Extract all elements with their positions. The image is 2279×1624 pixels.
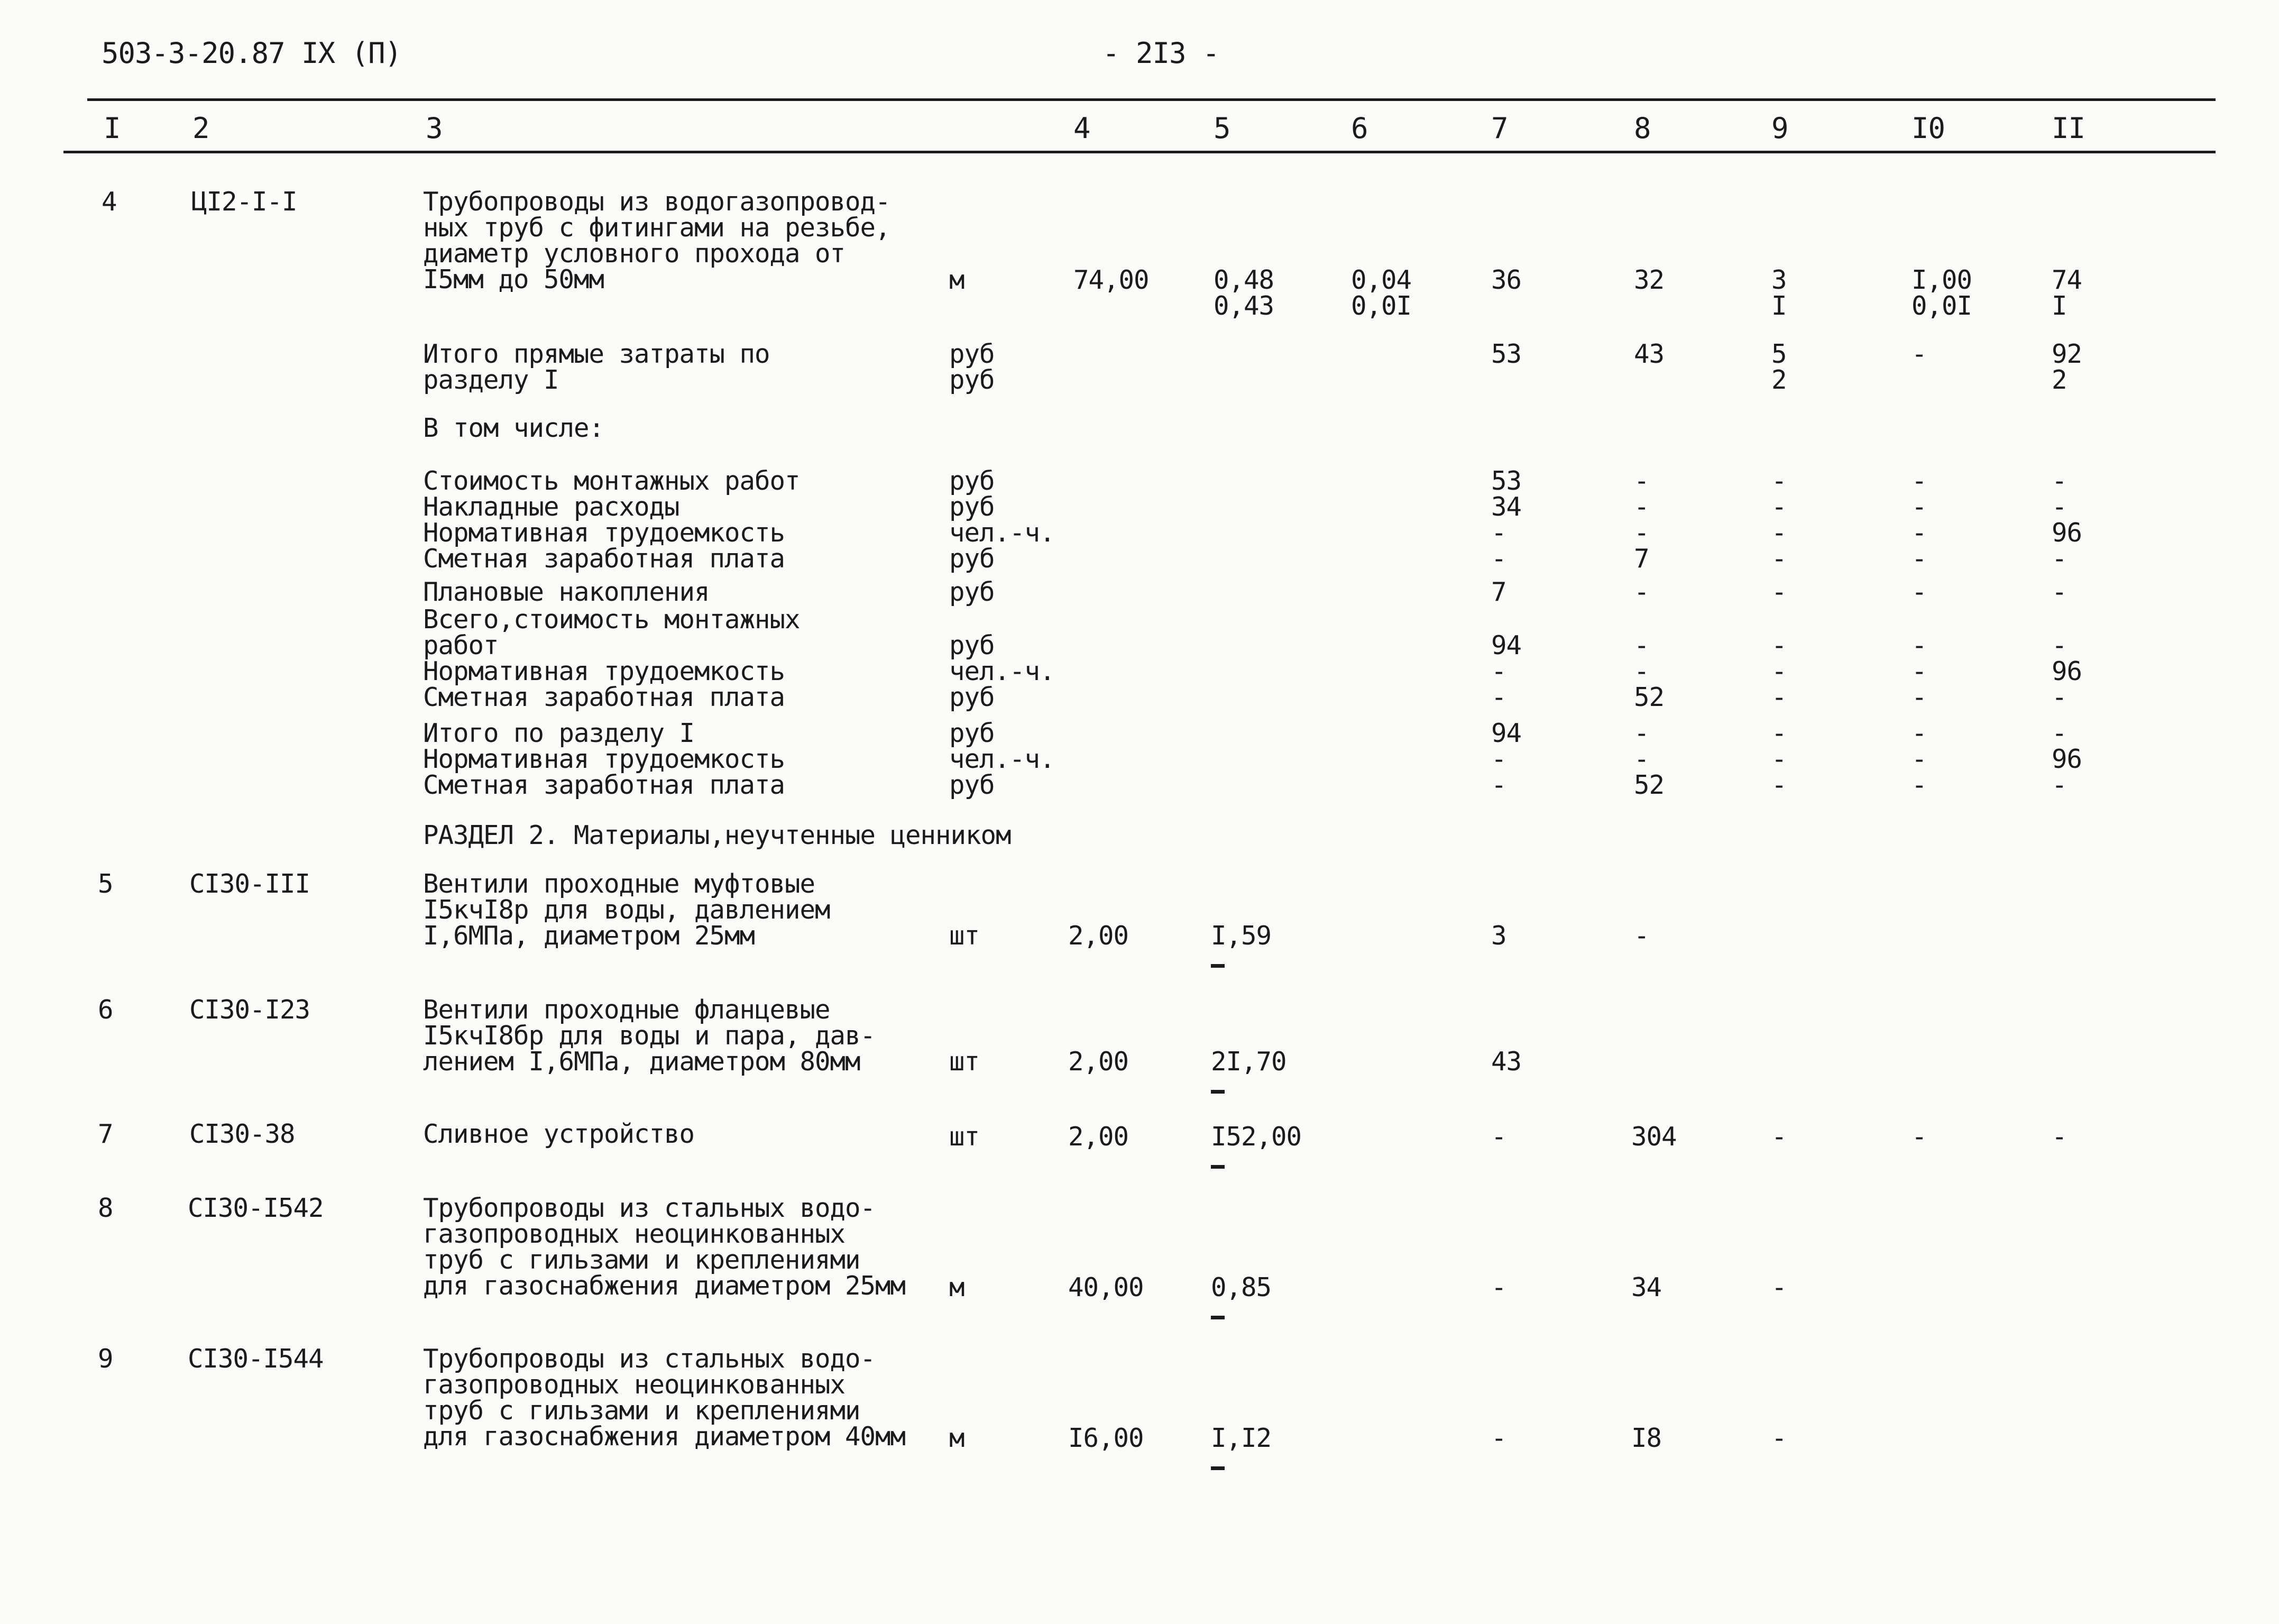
item-unit: м xyxy=(949,1272,964,1302)
savings-unit: руб xyxy=(949,577,995,607)
item-col8: 34 xyxy=(1631,1272,1662,1302)
total-install-col9: - - - xyxy=(1771,630,1787,712)
item-col8: - xyxy=(1634,921,1649,951)
section-total-col8: - - 52 xyxy=(1634,718,1665,800)
item-col7: - xyxy=(1491,1122,1506,1152)
item-col9: 3 I xyxy=(1771,265,1787,321)
total-install-col7: 94 - - xyxy=(1491,630,1522,712)
col5-underline xyxy=(1211,1090,1225,1094)
item-unit: шт xyxy=(949,1047,980,1077)
document-code: 503-3-20.87 IX (П) xyxy=(102,36,402,70)
item-col8: 304 xyxy=(1631,1122,1677,1152)
item-code: CI30-III xyxy=(189,869,310,899)
section-total-col7: 94 - - xyxy=(1491,718,1522,800)
summary-col10: - xyxy=(1912,339,1927,369)
savings-description: Плановые накопления xyxy=(423,577,710,607)
breakdown-col10: - - - - xyxy=(1912,466,1927,574)
col-header-7: 7 xyxy=(1491,112,1508,145)
savings-col8: - xyxy=(1634,577,1649,607)
section-2-heading: РАЗДЕЛ 2. Материалы,неучтенные ценником xyxy=(423,820,1011,850)
total-install-col8: - - 52 xyxy=(1634,630,1665,712)
item-number: 8 xyxy=(98,1193,113,1223)
page-number: - 2I3 - xyxy=(1102,36,1219,70)
item-col11: 74 I xyxy=(2052,265,2082,321)
item-col5: 2I,70 xyxy=(1211,1047,1286,1077)
col-header-1: I xyxy=(104,112,121,145)
col-header-8: 8 xyxy=(1634,112,1651,145)
including-label: В том числе: xyxy=(423,413,604,443)
summary-col9: 5 2 xyxy=(1771,339,1787,395)
item-description: Трубопроводы из стальных водо- газопроводных неоцинкованных труб с гильзами и креплениями для газоснабжения диаметром 40мм xyxy=(423,1344,906,1452)
breakdown-col11: - - 96 - xyxy=(2052,466,2082,574)
item-description: Сливное устройство xyxy=(423,1119,695,1149)
col-header-11: II xyxy=(2052,112,2085,145)
total-install-unit: руб чел.-ч. руб xyxy=(949,630,1055,712)
item-quantity: 2,00 xyxy=(1068,921,1129,951)
item-unit: м xyxy=(949,265,964,295)
summary-unit: руб руб xyxy=(949,339,995,395)
summary-col11: 92 2 xyxy=(2052,339,2082,395)
col-header-2: 2 xyxy=(192,112,209,145)
item-description: Трубопроводы из стальных водо- газопроводных неоцинкованных труб с гильзами и креплениями для газоснабжения диаметром 25мм xyxy=(423,1193,906,1301)
col-header-4: 4 xyxy=(1073,112,1090,145)
item-col5: I,59 xyxy=(1211,921,1272,951)
breakdown-col7: 53 34 - - xyxy=(1491,466,1522,574)
item-col7: 43 xyxy=(1491,1047,1522,1077)
item-quantity: 40,00 xyxy=(1068,1272,1144,1302)
total-install-col10: - - - xyxy=(1912,630,1927,712)
item-quantity: 2,00 xyxy=(1068,1047,1129,1077)
item-col10: I,00 0,0I xyxy=(1912,265,1972,321)
col5-underline xyxy=(1211,1466,1225,1470)
item-unit: шт xyxy=(949,921,980,951)
section-total-col9: - - - xyxy=(1771,718,1787,800)
item-col7: 36 xyxy=(1491,265,1522,295)
col5-underline xyxy=(1211,1316,1225,1319)
item-col5: 0,85 xyxy=(1211,1272,1272,1302)
item-description: Вентили проходные муфтовые I5кчI8р для воды, давлением I,6МПа, диаметром 25мм xyxy=(423,869,830,951)
item-unit: м xyxy=(949,1423,964,1453)
item-col11: - xyxy=(2052,1122,2067,1152)
section-total-col10: - - - xyxy=(1912,718,1927,800)
item-col5: 0,48 0,43 xyxy=(1214,265,1274,321)
breakdown-description: Стоимость монтажных работ Накладные расходы Нормативная трудоемкость Сметная заработная плата xyxy=(423,466,800,574)
col5-underline xyxy=(1211,1165,1225,1169)
savings-col10: - xyxy=(1912,577,1927,607)
breakdown-col9: - - - - xyxy=(1771,466,1787,574)
summary-col7: 53 xyxy=(1491,339,1522,369)
item-number: 4 xyxy=(102,187,117,217)
item-col9: - xyxy=(1771,1272,1787,1302)
savings-col9: - xyxy=(1771,577,1787,607)
item-code: CI30-I542 xyxy=(188,1193,324,1223)
item-unit: шт xyxy=(949,1122,980,1152)
col-header-5: 5 xyxy=(1214,112,1230,145)
item-code: CI30-I23 xyxy=(189,995,310,1025)
item-code: CI30-38 xyxy=(189,1119,295,1149)
section-total-col11: - 96 - xyxy=(2052,718,2082,800)
item-col5: I,I2 xyxy=(1211,1423,1272,1453)
item-col7: - xyxy=(1491,1272,1506,1302)
summary-description: Итого прямые затраты по разделу I xyxy=(423,339,770,395)
col-header-10: I0 xyxy=(1912,112,1945,145)
section-total-unit: руб чел.-ч. руб xyxy=(949,718,1055,800)
item-col10: - xyxy=(1912,1122,1927,1152)
total-install-col11: - 96 - xyxy=(2052,630,2082,712)
item-code: ЦI2-I-I xyxy=(191,187,297,217)
item-description: Трубопроводы из водогазопровод- ных труб с фитингами на резьбе, диаметр условного прохода от I5мм до 50мм xyxy=(423,187,890,295)
item-description: Вентили проходные фланцевые I5кчI8бр для воды и пара, дав- лением I,6МПа, диаметром 80мм xyxy=(423,995,876,1077)
section-total-description: Итого по разделу I Нормативная трудоемкость Сметная заработная плата xyxy=(423,718,785,800)
breakdown-unit: руб руб чел.-ч. руб xyxy=(949,466,1055,574)
item-number: 6 xyxy=(98,995,113,1025)
item-number: 5 xyxy=(98,869,113,899)
item-col8: I8 xyxy=(1631,1423,1662,1453)
item-col7: 3 xyxy=(1491,921,1506,951)
col-header-6: 6 xyxy=(1351,112,1368,145)
col-header-3: 3 xyxy=(426,112,443,145)
savings-col11: - xyxy=(2052,577,2067,607)
item-code: CI30-I544 xyxy=(188,1344,324,1374)
item-number: 9 xyxy=(98,1344,113,1374)
item-col7: - xyxy=(1491,1423,1506,1453)
item-col5: I52,00 xyxy=(1211,1122,1302,1152)
item-col9: - xyxy=(1771,1122,1787,1152)
item-col9: - xyxy=(1771,1423,1787,1453)
item-col8: 32 xyxy=(1634,265,1665,295)
breakdown-col8: - - - 7 xyxy=(1634,466,1649,574)
table-header-rule xyxy=(63,151,2216,153)
savings-col7: 7 xyxy=(1491,577,1506,607)
item-number: 7 xyxy=(98,1119,113,1149)
total-install-description: Всего,стоимость монтажных работ Нормативная трудоемкость Сметная заработная плата xyxy=(423,604,800,712)
item-quantity: I6,00 xyxy=(1068,1423,1144,1453)
col-header-9: 9 xyxy=(1771,112,1788,145)
summary-col8: 43 xyxy=(1634,339,1665,369)
item-col6: 0,04 0,0I xyxy=(1351,265,1412,321)
col5-underline xyxy=(1211,964,1225,968)
item-quantity: 2,00 xyxy=(1068,1122,1129,1152)
table-top-rule xyxy=(87,98,2216,101)
item-quantity: 74,00 xyxy=(1073,265,1149,295)
